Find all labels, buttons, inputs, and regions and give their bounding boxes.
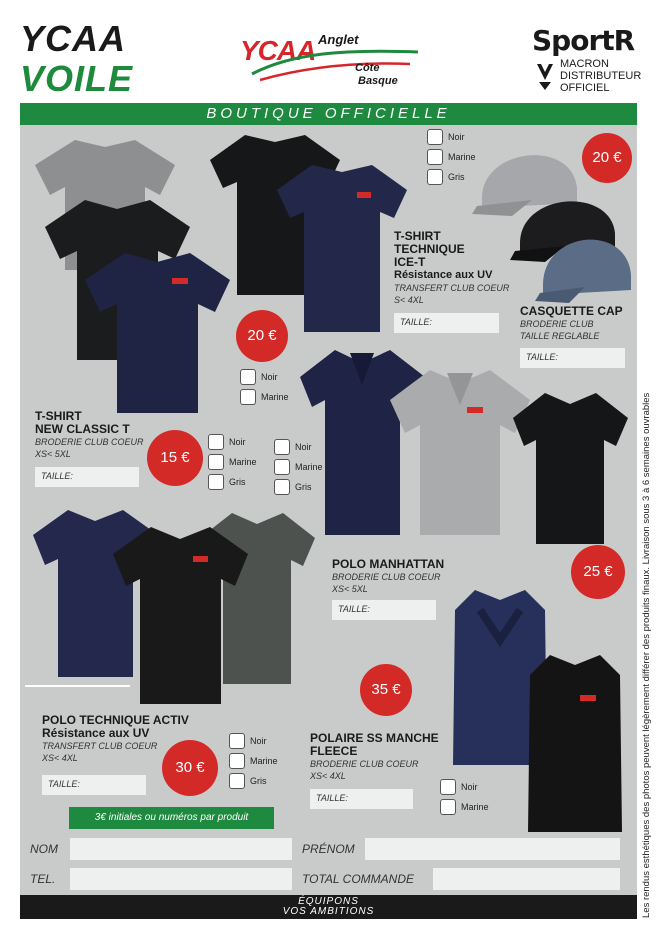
logo-basque: Basque [358, 75, 398, 87]
option-label: Noir [261, 372, 278, 382]
option-noir[interactable] [427, 127, 476, 147]
checkbox[interactable] [208, 434, 224, 450]
option-label: Marine [448, 152, 476, 162]
product-sizes: XS< 5XL [35, 449, 71, 459]
checkbox[interactable] [208, 474, 224, 490]
boutique-banner: BOUTIQUE OFFICIELLE [20, 103, 637, 125]
option-label: Gris [250, 776, 267, 786]
classic-tshirt-price: 15 € [147, 430, 203, 486]
checkbox[interactable] [274, 439, 290, 455]
option-gris[interactable] [208, 472, 257, 492]
product-title: POLO TECHNIQUE ACTIV [42, 713, 189, 727]
checkbox[interactable] [229, 753, 245, 769]
cap-info [520, 305, 635, 342]
checkbox[interactable] [440, 779, 456, 795]
product-sub: BRODERIE CLUB COEUR [35, 437, 144, 447]
classic-tshirt-info [35, 410, 155, 460]
product-title: ICE-T [394, 255, 426, 269]
disclaimer-text: Les rendus esthétiques des photos peuvent légèrement différer des produits finaux. Livraison sous 3 à 6 semaines ouvrables [641, 392, 652, 918]
product-sizes: XS< 5XL [332, 584, 368, 594]
tech-tshirt-size-field[interactable]: TAILLE: [394, 313, 499, 333]
product-title: T-SHIRT [394, 229, 441, 243]
brand-voile: VOILE [20, 58, 134, 99]
option-label: Gris [448, 172, 465, 182]
option-label: Noir [448, 132, 465, 142]
option-label: Gris [295, 482, 312, 492]
option-marine[interactable] [229, 751, 278, 771]
option-label: Marine [250, 756, 278, 766]
nom-label: NOM [30, 842, 58, 856]
nom-field[interactable] [70, 838, 292, 860]
product-sub: BRODERIE CLUB COEUR [310, 759, 419, 769]
checkbox[interactable] [229, 733, 245, 749]
option-label: Noir [229, 437, 246, 447]
checkbox[interactable] [427, 129, 443, 145]
cap-color-options [427, 127, 476, 187]
option-noir[interactable] [208, 432, 257, 452]
product-feature: Résistance aux UV [42, 726, 150, 740]
checkbox[interactable] [229, 773, 245, 789]
initials-note: 3€ initiales ou numéros par produit [69, 807, 274, 829]
activ-price: 30 € [162, 740, 218, 796]
product-sub: TAILLE REGLABLE [520, 331, 600, 341]
tech-tshirt-info [394, 230, 534, 306]
total-field[interactable] [433, 868, 620, 890]
option-marine[interactable] [208, 452, 257, 472]
manhattan-size-field[interactable]: TAILLE: [332, 600, 436, 620]
classic-tshirt-color-options [208, 432, 257, 492]
option-gris[interactable] [427, 167, 476, 187]
product-title: POLO MANHATTAN [332, 557, 445, 571]
option-label: Marine [229, 457, 257, 467]
option-label: Marine [461, 802, 489, 812]
product-title: CASQUETTE CAP [520, 304, 623, 318]
option-marine[interactable] [440, 797, 489, 817]
option-label: Marine [295, 462, 323, 472]
option-marine[interactable] [274, 457, 323, 477]
activ-polo-black-image [108, 522, 253, 707]
checkbox[interactable] [240, 369, 256, 385]
option-marine[interactable] [240, 387, 289, 407]
checkbox[interactable] [274, 459, 290, 475]
cap-size-field[interactable]: TAILLE: [520, 348, 625, 368]
sponsor-logo: SportR [532, 24, 635, 57]
fleece-price: 35 € [360, 664, 412, 716]
option-noir[interactable] [229, 731, 278, 751]
total-label: TOTAL COMMANDE [302, 872, 415, 886]
fleece-size-field[interactable]: TAILLE: [310, 789, 413, 809]
tech-tshirt-color-options [240, 367, 289, 407]
product-sub: BRODERIE CLUB COEUR [332, 572, 441, 582]
activ-color-options [229, 731, 278, 791]
product-sizes: XS< 4XL [42, 753, 78, 763]
cap-blue-image [535, 215, 635, 305]
manhattan-price: 25 € [571, 545, 625, 599]
tel-field[interactable] [70, 868, 292, 890]
option-label: Marine [261, 392, 289, 402]
option-label: Noir [461, 782, 478, 792]
fleece-black-image [520, 650, 630, 835]
manhattan-color-options [274, 437, 323, 497]
product-title: NEW CLASSIC T [35, 422, 130, 436]
activ-size-field[interactable]: TAILLE: [42, 775, 146, 795]
product-sizes: XS< 4XL [310, 771, 346, 781]
checkbox[interactable] [440, 799, 456, 815]
product-sub: BRODERIE CLUB [520, 319, 594, 329]
option-gris[interactable] [229, 771, 278, 791]
club-logo-text: YCAA [240, 35, 316, 66]
footer-bar [20, 895, 637, 919]
option-label: Noir [295, 442, 312, 452]
product-sub: TRANSFERT CLUB COEUR [394, 283, 510, 293]
checkbox[interactable] [240, 389, 256, 405]
product-feature: Résistance aux UV [394, 269, 493, 281]
product-sub: TRANSFERT CLUB COEUR [42, 741, 158, 751]
product-title: TECHNIQUE [394, 242, 465, 256]
option-marine[interactable] [427, 147, 476, 167]
option-noir[interactable] [274, 437, 323, 457]
macron-icon [535, 60, 555, 90]
checkbox[interactable] [427, 149, 443, 165]
footer-line1: ÉQUIPONS [298, 896, 359, 907]
option-gris[interactable] [274, 477, 323, 497]
option-label: Gris [229, 477, 246, 487]
logo-anglet: Anglet [318, 32, 359, 47]
product-sizes: S< 4XL [394, 295, 424, 305]
option-label: Noir [250, 736, 267, 746]
checkbox[interactable] [208, 454, 224, 470]
checkbox[interactable] [274, 479, 290, 495]
classic-tshirt-size-field[interactable]: TAILLE: [35, 467, 139, 487]
polo-black-image [508, 388, 633, 548]
logo-cote: Côte [355, 62, 380, 74]
option-noir[interactable] [440, 777, 489, 797]
checkbox[interactable] [427, 169, 443, 185]
option-noir[interactable] [240, 367, 289, 387]
prenom-field[interactable] [365, 838, 620, 860]
product-title: T-SHIRT [35, 409, 82, 423]
tech-tshirt-navy-image [272, 160, 412, 335]
footer-line2: VOS AMBITIONS [282, 906, 375, 917]
fleece-color-options [440, 777, 489, 817]
sponsor-subtitle: MACRON DISTRIBUTEUR OFFICIEL [560, 58, 642, 94]
tel-label: TEL. [30, 872, 56, 886]
product-title: FLEECE [310, 744, 358, 758]
fleece-info [310, 732, 460, 782]
product-title: POLAIRE SS MANCHE [310, 731, 439, 745]
tech-tshirt-price: 20 € [236, 310, 288, 362]
prenom-label: PRÉNOM [302, 842, 355, 856]
divider-line [25, 685, 130, 687]
cap-price: 20 € [582, 133, 632, 183]
manhattan-info [332, 558, 472, 595]
brand-ycaa: YCAA [20, 18, 127, 59]
